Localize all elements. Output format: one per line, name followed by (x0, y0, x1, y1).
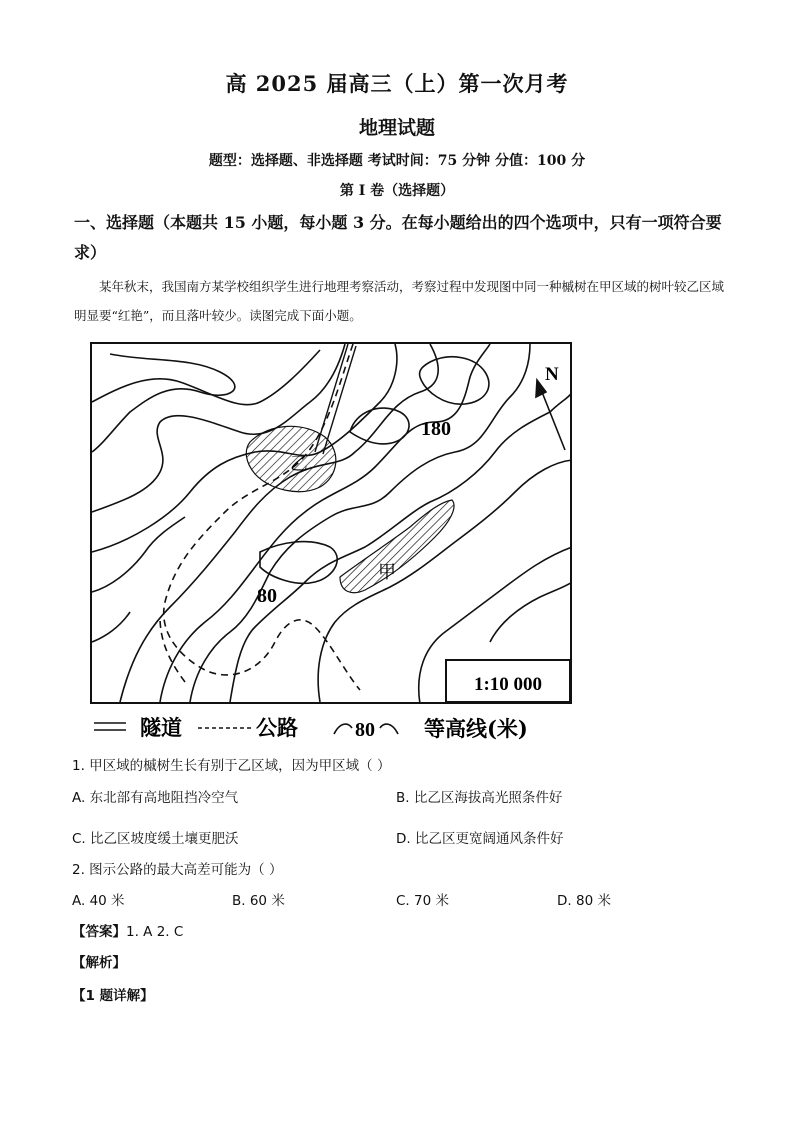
legend-road: 公路 (256, 715, 298, 740)
question-1-option-b[interactable]: B. 比乙区海拔高光照条件好 (396, 790, 563, 806)
question-2-option-c[interactable]: C. 70 米 (396, 893, 449, 909)
legend-tunnel-symbol (94, 723, 126, 730)
question-2-option-d[interactable]: D. 80 米 (557, 893, 611, 909)
contour-label-80: 80 (257, 585, 277, 607)
legend-contour-right (380, 724, 398, 734)
answer-line (72, 920, 183, 940)
volume-title: 第 I 卷（选择题） (339, 183, 455, 199)
legend-contour-left (334, 724, 352, 734)
analysis-detail-label: 【1 题详解】 (72, 988, 154, 1004)
passage-text: 某年秋末，我国南方某学校组织学生进行地理考察活动，考察过程中发现图中同一种槭树在甲区域的树叶较乙区域明显要“红艳”，而且落叶较少。读图完成下面小题。 (74, 279, 725, 323)
legend-contour: 等高线(米) (424, 716, 528, 741)
map-frame (91, 343, 571, 703)
analysis-label: 【解析】 (72, 955, 126, 971)
north-label: N (545, 364, 559, 385)
question-1-option-d[interactable]: D. 比乙区更宽阔通风条件好 (396, 831, 564, 847)
answer-label: 【答案】 (72, 924, 126, 940)
legend-contour-value: 80 (355, 719, 375, 741)
question-2-option-a[interactable]: A. 40 米 (72, 893, 125, 909)
region-jia-label: 甲 (378, 562, 396, 583)
question-1-option-a[interactable]: A. 东北部有高地阻挡冷空气 (72, 790, 239, 806)
question-1-option-c[interactable]: C. 比乙区坡度缓土壤更肥沃 (72, 831, 239, 847)
map-legend (90, 708, 590, 748)
contour-label-180: 180 (421, 418, 451, 440)
section-heading: 一、选择题（本题共 15 小题，每小题 3 分。在每小题给出的四个选项中，只有一项符合要求） (74, 213, 722, 262)
legend-tunnel: 隧道 (140, 715, 182, 740)
question-2-stem: 2. 图示公路的最大高差可能为（ ） (72, 862, 283, 878)
region-yi-label: 乙 (290, 454, 308, 475)
contour-map (90, 342, 572, 704)
answer-text: 1. A 2. C (126, 924, 184, 940)
scale-label: 1:10 000 (473, 674, 543, 695)
exam-meta: 题型：选择题、非选择题 考试时间：75 分钟 分值：100 分 (208, 153, 586, 169)
question-1-stem: 1. 甲区域的槭树生长有别于乙区域，因为甲区域（ ） (72, 758, 391, 774)
subject-title: 地理试题 (358, 117, 435, 139)
page-title: 高 2025 届高三（上）第一次月考 (225, 71, 569, 96)
question-2-option-b[interactable]: B. 60 米 (232, 893, 285, 909)
